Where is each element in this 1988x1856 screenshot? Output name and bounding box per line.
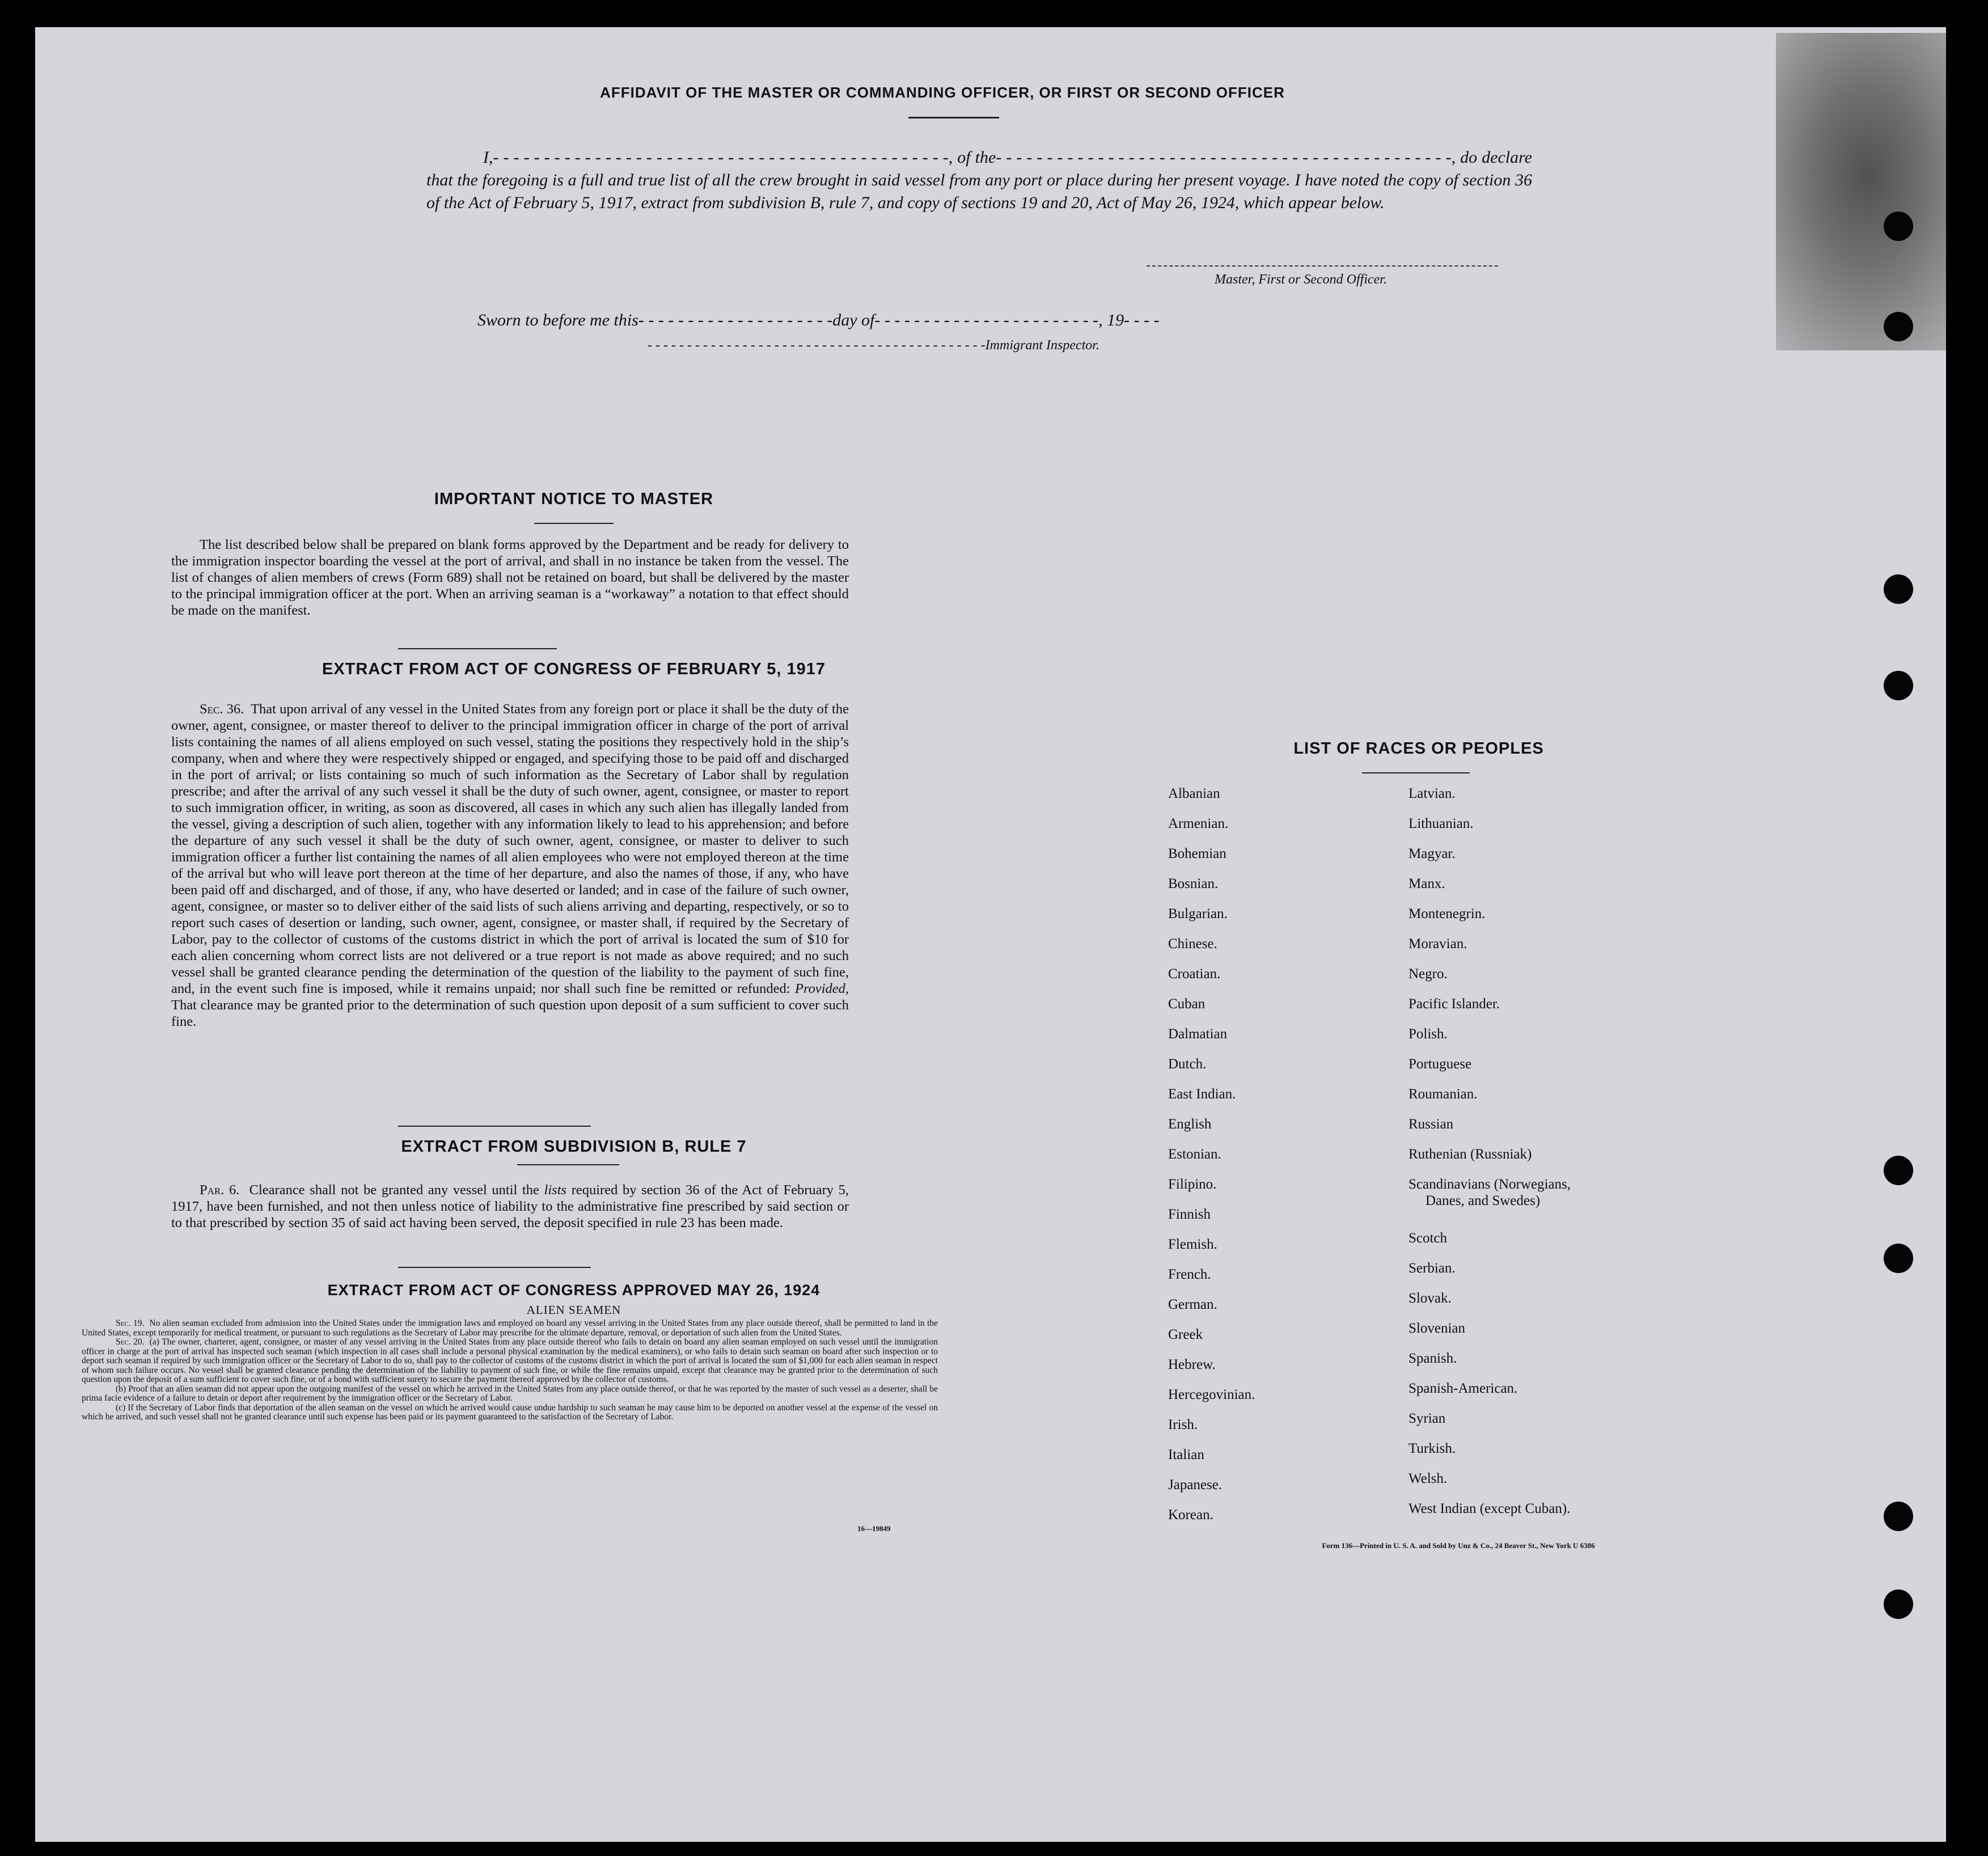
race-item: Welsh. [1408, 1471, 1448, 1486]
divider [534, 523, 614, 524]
day-blank: - - - - - - - - - - - - - - - - - - - - [638, 311, 833, 329]
section-20c-paragraph: (c) If the Secretary of Labor finds that deportation of the alien seaman on the vessel on which he arrived would cause undue hardship to such seaman he may cause him to be deported on another vessel at the expense of the vessel on which he arrived, and such vessel shall not be granted clearance until such expense has been paid or its payment guaranteed to the satisfaction of the Secretary of Labor. [82, 1402, 938, 1422]
race-item: East Indian. [1168, 1086, 1236, 1102]
races-title: LIST OF RACES OR PEOPLES [1293, 739, 1544, 758]
race-item: Negro. [1408, 966, 1448, 982]
race-item: Polish. [1408, 1026, 1448, 1042]
binder-hole [1884, 1502, 1913, 1531]
section-20a-paragraph [82, 1338, 938, 1385]
section-20b-paragraph: (b) Proof that an alien seaman did not appear upon the outgoing manifest of the vessel on which he arrived in the United States from any place outside thereof, or that he was reported by the master of such vessel as a deserter, shall be prima facie evidence of a failure to detain or deport after requirement by the immigration officer or the Secretary of Labor. [82, 1384, 938, 1403]
race-item: Finnish [1168, 1207, 1211, 1222]
lists-word: lists [544, 1182, 567, 1198]
affidavit-of-the: , of the [948, 148, 996, 167]
race-item: Greek [1168, 1327, 1203, 1342]
race-item: Moravian. [1408, 936, 1467, 952]
race-item: Lithuanian. [1408, 816, 1474, 831]
binder-hole [1884, 1156, 1913, 1185]
affidavit-declare: , do declare [1451, 148, 1532, 167]
race-item: Dutch. [1168, 1056, 1207, 1072]
section-19-text: No alien seaman excluded from admission into the United States under the immigration laws and employed on board any vessel arriving in the United States from any place outside thereof, shall be permitted to land in the United States, except temporarily for medical treatment, or pursuant to such regulations as the Secretary of Labor may prescribe for the ultimate departure, removal, or deportation of such alien from the United States. [82, 1318, 938, 1338]
race-item: West Indian (except Cuban). [1408, 1501, 1571, 1516]
section-19-label: Sec. 19. [116, 1318, 145, 1328]
rule-7-text [171, 1182, 849, 1231]
race-item: Spanish. [1408, 1351, 1457, 1366]
race-item: Hercegovinian. [1168, 1387, 1255, 1402]
race-item: Slovenian [1408, 1321, 1465, 1336]
race-item: Japanese. [1168, 1477, 1223, 1493]
race-item: Croatian. [1168, 966, 1221, 982]
race-item: Ruthenian (Russniak) [1408, 1147, 1532, 1162]
divider [398, 1126, 591, 1127]
race-item: Korean. [1168, 1507, 1213, 1523]
race-item: Russian [1408, 1117, 1454, 1132]
races-right-column [1408, 786, 1726, 1531]
race-item: Scotch [1408, 1231, 1448, 1246]
section-36-text: That upon arrival of any vessel in the United States from any foreign port or place it shall be the duty of the owner, agent, consignee, or master thereof to deliver to the principal immigration officer in charge of the port of arrival lists containing the names of all aliens employed on such vessel, stating the positions they respectively hold in the ship’s company, when and where they were respectively shipped or engaged, and specifying those to be paid off and discharged in the port of arrival; or lists containing so much of such information as the Secretary of Labor shall by regulation prescribe; and after the arrival of any such vessel it shall be the duty of such owner, agent, consignee, or master to report to such immigration officer, in writing, as soon as discovered, all cases in which any such alien has illegally landed from the vessel, giving a description of such alien, together with any information likely to lead to his apprehension; and before the departure of any such vessel it shall be the duty of such owner, agent, consignee, or master to deliver to such immigration officer a further list containing the names of all alien employees who were not employed thereon at the time of the arrival but who will leave port thereon at the time of her departure, and also the names of those, if any, who have been paid off and discharged, and of those, if any, who have deserted or landed; and in case of the failure of such owner, agent, consignee, or master so to deliver either of the said lists of such aliens arriving and departing, respectively, or so to report such cases of desertion or landing, such owner, agent, consignee, or master shall, if required by the Secretary of Labor, pay to the collector of customs of the customs district in which the port of arrival is located the sum of $10 for each alien concerning whom correct lists are not delivered or a true report is not made as above required; and no such vessel shall be granted clearance pending the determination of the question of the liability to the payment of such fine, and, in the event such fine is imposed, while it remains unpaid; nor shall such fine be remitted or refunded: [171, 701, 849, 996]
form-number: 16—19849 [857, 1524, 891, 1533]
divider [398, 648, 557, 649]
signature-label: Master, First or Second Officer. [1215, 272, 1387, 287]
act-1924-text [82, 1319, 938, 1422]
inspector-blank: - - - - - - - - - - - - - - - - - - - - - - - - - - - - - - - - - - - - - - - - - - - [648, 338, 985, 353]
binder-hole [1884, 1244, 1913, 1273]
document-page [35, 27, 1946, 1842]
affidavit-body [426, 146, 1532, 214]
affidavit-title: AFFIDAVIT OF THE MASTER OR COMMANDING OFFICER, OR FIRST OR SECOND OFFICER [600, 84, 1285, 101]
race-item: Cuban [1168, 996, 1206, 1012]
section-36-end: That clearance may be granted prior to the determination of such question upon deposit of a sum sufficient to cover such fine. [171, 997, 849, 1029]
race-item-scandinavians-cont: Danes, and Swedes) [1426, 1193, 1541, 1208]
divider [1362, 772, 1470, 773]
section-36-paragraph [171, 701, 849, 1030]
race-item: Syrian [1408, 1411, 1446, 1426]
section-36-label: Sec. 36. [200, 701, 244, 717]
vessel-blank: - - - - - - - - - - - - - - - - - - - - - - - - - - - - - - - - - - - - - - - - - - - - - [996, 148, 1452, 167]
race-item: Bohemian [1168, 846, 1226, 861]
notice-title: IMPORTANT NOTICE TO MASTER [434, 490, 714, 508]
race-item: Bulgarian. [1168, 906, 1228, 921]
race-item: Montenegrin. [1408, 906, 1486, 921]
race-item: Italian [1168, 1447, 1204, 1462]
race-item: Irish. [1168, 1417, 1198, 1432]
divider [908, 117, 999, 119]
race-item: Filipino. [1168, 1177, 1217, 1192]
sworn-line [477, 311, 1215, 330]
affidavit-first-line [426, 146, 1532, 169]
race-item: Hebrew. [1168, 1357, 1216, 1372]
race-item: Latvian. [1408, 786, 1456, 801]
divider [398, 1267, 591, 1268]
binder-hole [1884, 1589, 1913, 1619]
act-1917-title: EXTRACT FROM ACT OF CONGRESS OF FEBRUARY 5, 1917 [322, 660, 826, 678]
year-blank: - - - - [1124, 311, 1160, 329]
rule-7-title: EXTRACT FROM SUBDIVISION B, RULE 7 [401, 1138, 747, 1156]
affidavit-declaration: that the foregoing is a full and true list of all the crew brought in said vessel from any port or place during her present voyage. I have noted the copy of section 36 of the Act of February 5, 1917, extract from subdivision B, rule 7, and copy of sections 19 and 20, Act of May 26, 1924, which appear below. [426, 171, 1532, 212]
race-item: Chinese. [1168, 936, 1217, 952]
race-item: German. [1168, 1297, 1217, 1312]
race-item: Portuguese [1408, 1056, 1472, 1072]
race-item: Estonian. [1168, 1147, 1221, 1162]
par-6-label: Par. 6. [200, 1182, 240, 1198]
race-item: Slovak. [1408, 1291, 1452, 1306]
par-6-text-a: Clearance shall not be granted any vessel until the [249, 1182, 539, 1198]
section-20-label: Sec. 20. [116, 1337, 145, 1347]
binder-hole [1884, 312, 1913, 341]
inspector-label: Immigrant Inspector. [985, 338, 1099, 353]
sworn-label: Sworn to before me this [477, 311, 638, 329]
act-1917-text [171, 701, 849, 1030]
par-6-text-b: required by section 36 of the Act of February 5, 1917, have been furnished, and not then unless notice of liability to the administrative fine prescribed by said section or to that prescribed by section 35 of said act having been served, the deposit specified in rule 23 has been made. [171, 1182, 849, 1231]
section-19-paragraph [82, 1319, 938, 1338]
race-item: Dalmatian [1168, 1026, 1228, 1042]
notice-paragraph: The list described below shall be prepared on blank forms approved by the Department and be ready for delivery to the immigration inspector boarding the vessel at the port of arrival, and shall in no instance be taken from the vessel. The list of changes of alien members of crews (Form 689) shall not be retained on board, but shall be delivered by the master to the principal immigration officer at the port. When an arriving seaman is a “workaway” a notation to that effect should be made on the manifest. [171, 537, 849, 618]
race-item: French. [1168, 1267, 1211, 1282]
race-item: Spanish-American. [1408, 1381, 1518, 1396]
day-of-label: day of [832, 311, 875, 329]
race-item: Manx. [1408, 876, 1445, 891]
paper-stain [1776, 33, 1946, 350]
race-item: Turkish. [1408, 1441, 1456, 1456]
act-1924-title: EXTRACT FROM ACT OF CONGRESS APPROVED MAY 26, 1924 [327, 1282, 820, 1299]
form-footer: Form 136—Printed in U. S. A. and Sold by Unz & Co., 24 Beaver St., New York U 6386 [1322, 1541, 1595, 1550]
inspector-line [648, 338, 1158, 353]
race-item: Flemish. [1168, 1237, 1217, 1252]
binder-hole [1884, 671, 1913, 700]
race-item: Armenian. [1168, 816, 1229, 831]
race-item: Bosnian. [1168, 876, 1219, 891]
race-item-scandinavians: Scandinavians (Norwegians, [1408, 1177, 1571, 1192]
month-blank: - - - - - - - - - - - - - - - - - - - - - - - [874, 311, 1099, 329]
par-6-paragraph [171, 1182, 849, 1231]
race-item: Roumanian. [1408, 1086, 1478, 1102]
signature-line [1147, 265, 1498, 267]
alien-seamen-subtitle: ALIEN SEAMEN [526, 1303, 621, 1317]
divider [517, 1164, 619, 1165]
race-item: English [1168, 1117, 1212, 1132]
race-item: Magyar. [1408, 846, 1456, 861]
section-20a-text: (a) The owner, charterer, agent, consignee, or master of any vessel arriving in the United States from any place outside thereof who fails to detain on board any alien seaman employed on such vessel until the immigration officer in charge at the port of arrival has inspected such seaman (which inspection in all cases shall include a personal physical examination by the medical examiners), or who fails to detain such seaman on board after such inspection or to deport such seaman if required by such immigration officer or the Secretary of Labor to do so, shall pay to the collector of customs of the customs district in which the port of arrival is located the sum of $1,000 for each alien seaman in respect of whom such failure occurs. No vessel shall be granted clearance pending the determination of the liability to payment of such fine, or while the fine remains unpaid, except that clearance may be granted prior to the determination of such question upon the deposit of a sum sufficient to cover such fine, or of a bond with sufficient surety to secure the payment thereof approved by the collector of customs. [82, 1337, 938, 1384]
race-item: Pacific Islander. [1408, 996, 1500, 1012]
year-label: , 19 [1098, 311, 1124, 329]
name-blank: - - - - - - - - - - - - - - - - - - - - - - - - - - - - - - - - - - - - - - - - - - - - - [493, 148, 949, 167]
race-item: Albanian [1168, 786, 1220, 801]
notice-text [171, 536, 849, 619]
proviso-word: Provided, [794, 981, 849, 996]
binder-hole [1884, 574, 1913, 604]
race-item: Serbian. [1408, 1261, 1456, 1276]
affidavit-i: I, [483, 148, 493, 167]
binder-hole [1884, 212, 1913, 241]
